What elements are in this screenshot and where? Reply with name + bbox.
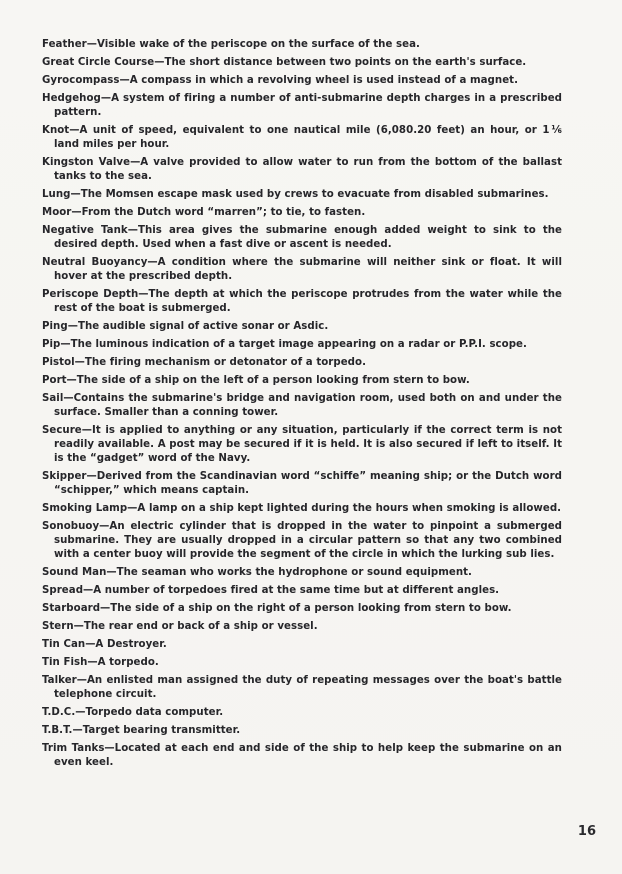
glossary-entry-smoking-lamp: Smoking Lamp—A lamp on a ship kept lighted during the hours when smoking is allowed. [42, 503, 562, 514]
glossary-entry-skipper: Skipper—Derived from the Scandinavian word “schiffe” meaning ship; or the Dutch word “schipper,” which means captain. [42, 471, 562, 496]
glossary-entry-sonobuoy: Sonobuoy—An electric cylinder that is dropped in the water to pinpoint a submerged submarine. They are usually dropped in a circular pattern so that any two combined with a center buoy will provide the segment of the circle in which the lurking sub lies. [42, 521, 562, 560]
glossary-entry-spread: Spread—A number of torpedoes fired at the same time but at different angles. [42, 585, 500, 596]
glossary-entry-lung: Lung—The Momsen escape mask used by crews to evacuate from disabled submarines. [42, 189, 549, 200]
glossary-entry-neutral-buoyancy: Neutral Buoyancy—A condition where the submarine will neither sink or float. It will hover at the prescribed depth. [42, 257, 562, 282]
glossary-entry-tbt: T.B.T.—Target bearing transmitter. [42, 725, 241, 736]
glossary-entry-sound-man: Sound Man—The seaman who works the hydrophone or sound equipment. [42, 567, 472, 578]
glossary-entry-pistol: Pistol—The firing mechanism or detonator of a torpedo. [42, 357, 366, 368]
glossary-entry-great-circle-course: Great Circle Course—The short distance between two points on the earth's surface. [42, 57, 527, 68]
glossary-entry-negative-tank: Negative Tank—This area gives the submarine enough added weight to sink to the desired depth. Used when a fast dive or ascent is needed. [42, 225, 562, 250]
glossary-entry-sail: Sail—Contains the submarine's bridge and navigation room, used both on and under the surface. Smaller than a conning tower. [42, 393, 562, 418]
glossary-entry-tin-can: Tin Can—A Destroyer. [42, 639, 167, 650]
glossary-entry-hedgehog: Hedgehog—A system of firing a number of anti-submarine depth charges in a prescribed pattern. [42, 93, 562, 118]
glossary-entry-kingston-valve: Kingston Valve—A valve provided to allow water to run from the bottom of the ballast tanks to the sea. [42, 157, 562, 182]
glossary-list [42, 38, 562, 774]
glossary-entry-tin-fish: Tin Fish—A torpedo. [42, 657, 159, 668]
glossary-entry-trim-tanks: Trim Tanks—Located at each end and side of the ship to help keep the submarine on an even keel. [42, 743, 562, 768]
glossary-entry-moor: Moor—From the Dutch word “marren”; to tie, to fasten. [42, 207, 366, 218]
glossary-entry-ping: Ping—The audible signal of active sonar or Asdic. [42, 321, 329, 332]
glossary-entry-stern: Stern—The rear end or back of a ship or vessel. [42, 621, 318, 632]
glossary-entry-secure: Secure—It is applied to anything or any situation, particularly if the correct term is not readily available. A post may be secured if it is held. It is also secured if left to itself. It is the “gadget” word of the Navy. [42, 425, 562, 464]
glossary-entry-feather: Feather—Visible wake of the periscope on the surface of the sea. [42, 39, 420, 50]
glossary-entry-talker: Talker—An enlisted man assigned the duty of repeating messages over the boat's battle telephone circuit. [42, 675, 562, 700]
glossary-entry-gyrocompass: Gyrocompass—A compass in which a revolving wheel is used instead of a magnet. [42, 75, 519, 86]
page-number: 16 [577, 824, 596, 839]
glossary-entry-knot: Knot—A unit of speed, equivalent to one nautical mile (6,080.20 feet) an hour, or 1⅙ land miles per hour. [42, 125, 562, 150]
glossary-entry-starboard: Starboard—The side of a ship on the right of a person looking from stern to bow. [42, 603, 512, 614]
glossary-entry-port: Port—The side of a ship on the left of a person looking from stern to bow. [42, 375, 470, 386]
glossary-entry-tdc: T.D.C.—Torpedo data computer. [42, 707, 224, 718]
glossary-entry-periscope-depth: Periscope Depth—The depth at which the periscope protrudes from the water while the rest of the boat is submerged. [42, 289, 562, 314]
glossary-entry-pip: Pip—The luminous indication of a target image appearing on a radar or P.P.I. scope. [42, 339, 527, 350]
